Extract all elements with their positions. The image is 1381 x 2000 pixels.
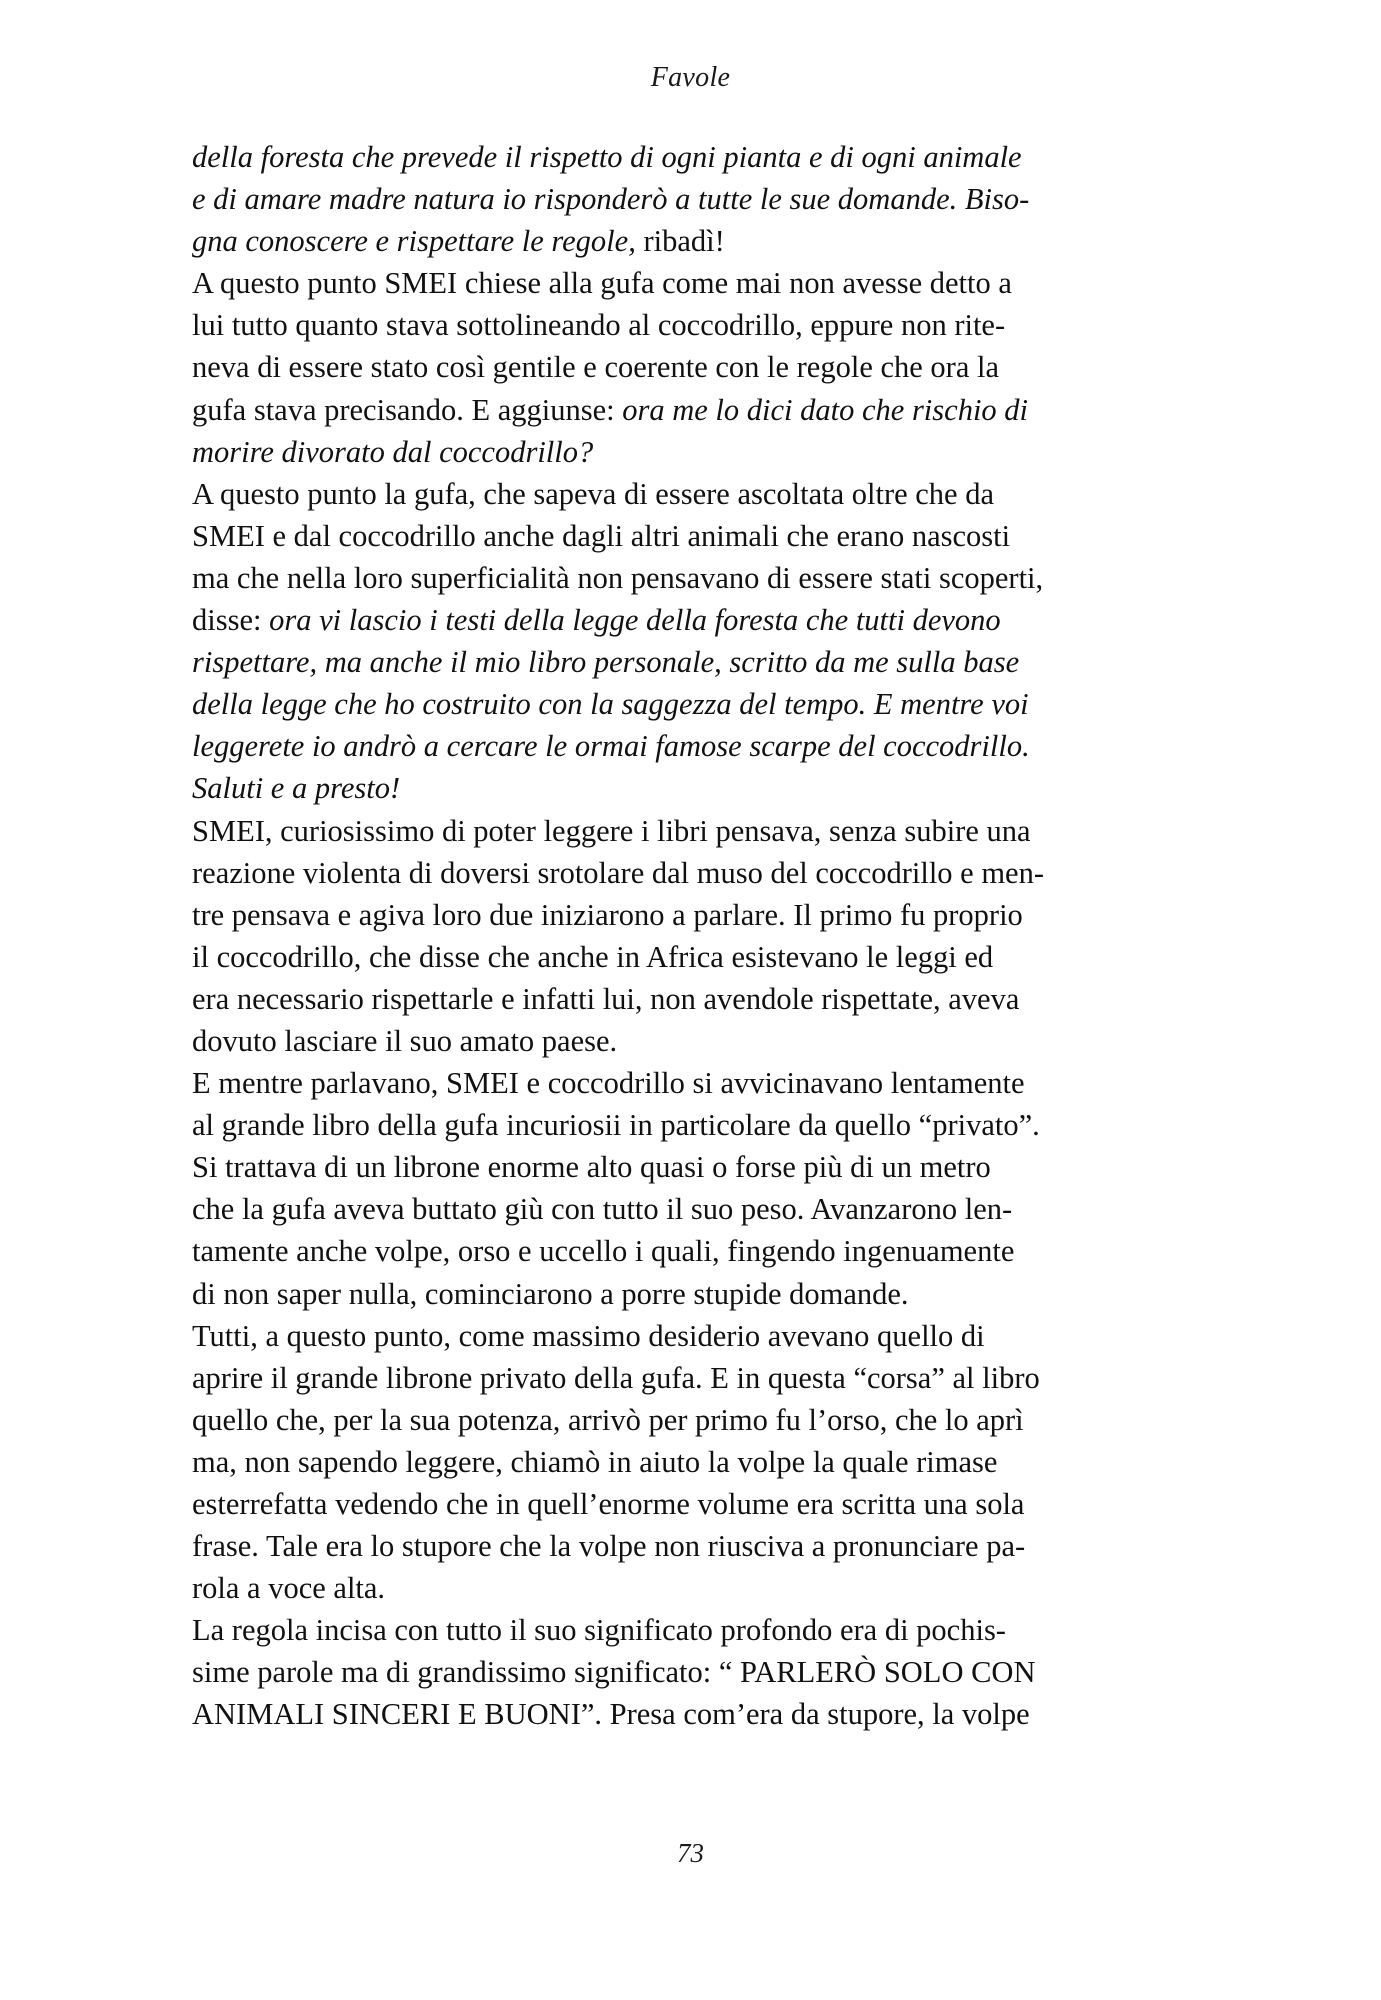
text-line xyxy=(192,1062,1227,1104)
text-line xyxy=(192,304,1227,346)
roman-run: rola a voce alta. xyxy=(192,1571,386,1606)
text-line xyxy=(192,220,1227,262)
text-line xyxy=(192,1188,1227,1230)
roman-run: il coccodrillo, che disse che anche in Africa esistevano le leggi ed xyxy=(192,939,994,974)
roman-run: quello che, per la sua potenza, arrivò per primo fu l’orso, che lo aprì xyxy=(192,1402,1024,1437)
italic-run: e di amare madre natura io risponderò a tutte le sue domande. Biso- xyxy=(192,182,1030,217)
text-line xyxy=(192,1104,1227,1146)
roman-run: aprire il grande librone privato della gufa. E in questa “corsa” al libro xyxy=(192,1360,1040,1395)
page-text-body xyxy=(192,136,1227,1736)
italic-run: rispettare, ma anche il mio libro personale, scritto da me sulla base xyxy=(192,645,1020,680)
roman-run: ma che nella loro superficialità non pensavano di essere stati scoperti, xyxy=(192,560,1044,595)
roman-run: tre pensava e agiva loro due iniziarono a parlare. Il primo fu proprio xyxy=(192,897,1023,932)
text-line xyxy=(192,1315,1227,1357)
roman-run: Tutti, a questo punto, come massimo desiderio avevano quello di xyxy=(192,1318,985,1353)
roman-run: gufa stava precisando. E aggiunse: xyxy=(192,392,623,427)
text-line xyxy=(192,1399,1227,1441)
italic-run: leggerete io andrò a cercare le ormai famose scarpe del coccodrillo. xyxy=(192,729,1030,764)
roman-run: sime parole ma di grandissimo significato: “ PARLERÒ SOLO CON xyxy=(192,1655,1036,1690)
text-line xyxy=(192,978,1227,1020)
text-line xyxy=(192,1441,1227,1483)
text-line xyxy=(192,1567,1227,1609)
roman-run: La regola incisa con tutto il suo significato profondo era di pochis- xyxy=(192,1613,1006,1648)
italic-run: ora me lo dici dato che rischio di xyxy=(622,392,1029,427)
roman-run: disse: xyxy=(192,603,270,638)
text-line xyxy=(192,346,1227,388)
text-line xyxy=(192,1483,1227,1525)
roman-run: frase. Tale era lo stupore che la volpe non riusciva a pronunciare pa- xyxy=(192,1529,1026,1564)
roman-run: al grande libro della gufa incuriosii in particolare da quello “privato”. xyxy=(192,1108,1040,1143)
roman-run: era necessario rispettarle e infatti lui, non avendole rispettate, aveva xyxy=(192,981,1020,1016)
page-number: 73 xyxy=(677,1838,704,1868)
text-line xyxy=(192,1230,1227,1272)
text-line xyxy=(192,389,1227,431)
roman-run: ribadì! xyxy=(643,224,725,259)
roman-run: lui tutto quanto stava sottolineando al coccodrillo, eppure non rite- xyxy=(192,308,1006,343)
italic-run: della legge che ho costruito con la saggezza del tempo. E mentre voi xyxy=(192,687,1029,722)
text-line xyxy=(192,936,1227,978)
text-line xyxy=(192,1146,1227,1188)
running-head: Favole xyxy=(650,62,731,93)
text-line xyxy=(192,178,1227,220)
text-line xyxy=(192,473,1227,515)
text-line xyxy=(192,557,1227,599)
text-line xyxy=(192,1525,1227,1567)
roman-run: ANIMALI SINCERI E BUONI”. Presa com’era da stupore, la volpe xyxy=(192,1697,1030,1732)
text-line xyxy=(192,1693,1227,1735)
italic-run: Saluti e a presto! xyxy=(192,771,401,806)
text-line xyxy=(192,1273,1227,1315)
text-line xyxy=(192,1020,1227,1062)
roman-run: Si trattava di un librone enorme alto quasi o forse più di un metro xyxy=(192,1150,991,1185)
text-line xyxy=(192,431,1227,473)
text-line xyxy=(192,894,1227,936)
text-line xyxy=(192,852,1227,894)
roman-run: che la gufa aveva buttato giù con tutto il suo peso. Avanzarono len- xyxy=(192,1192,1013,1227)
text-line xyxy=(192,767,1227,809)
text-line xyxy=(192,725,1227,767)
text-line xyxy=(192,136,1227,178)
text-line xyxy=(192,599,1227,641)
text-line xyxy=(192,1357,1227,1399)
roman-run: SMEI e dal coccodrillo anche dagli altri animali che erano nascosti xyxy=(192,518,1011,553)
roman-run: E mentre parlavano, SMEI e coccodrillo si avvicinavano lentamente xyxy=(192,1066,1025,1101)
text-line xyxy=(192,1609,1227,1651)
italic-run: della foresta che prevede il rispetto di ogni pianta e di ogni animale xyxy=(192,140,1022,174)
roman-run: dovuto lasciare il suo amato paese. xyxy=(192,1023,618,1058)
roman-run: reazione violenta di doversi srotolare dal muso del coccodrillo e men- xyxy=(192,855,1045,890)
italic-run: morire divorato dal coccodrillo? xyxy=(192,434,594,469)
text-line xyxy=(192,262,1227,304)
text-line xyxy=(192,641,1227,683)
roman-run: neva di essere stato così gentile e coerente con le regole che ora la xyxy=(192,350,1000,385)
roman-run: ma, non sapendo leggere, chiamò in aiuto la volpe la quale rimase xyxy=(192,1444,998,1479)
text-line xyxy=(192,1651,1227,1693)
roman-run: A questo punto SMEI chiese alla gufa come mai non avesse detto a xyxy=(192,266,1012,301)
text-line xyxy=(192,810,1227,852)
text-line xyxy=(192,515,1227,557)
italic-run: ora vi lascio i testi della legge della foresta che tutti devono xyxy=(269,603,1001,638)
roman-run: SMEI, curiosissimo di poter leggere i libri pensava, senza subire una xyxy=(192,813,1031,848)
roman-run: tamente anche volpe, orso e uccello i quali, fingendo ingenuamente xyxy=(192,1234,1015,1269)
text-line xyxy=(192,683,1227,725)
italic-run: gna conoscere e rispettare le regole, xyxy=(192,224,644,259)
roman-run: esterrefatta vedendo che in quell’enorme volume era scritta una sola xyxy=(192,1487,1025,1521)
roman-run: A questo punto la gufa, che sapeva di essere ascoltata oltre che da xyxy=(192,476,995,511)
roman-run: di non saper nulla, cominciarono a porre stupide domande. xyxy=(192,1276,909,1311)
